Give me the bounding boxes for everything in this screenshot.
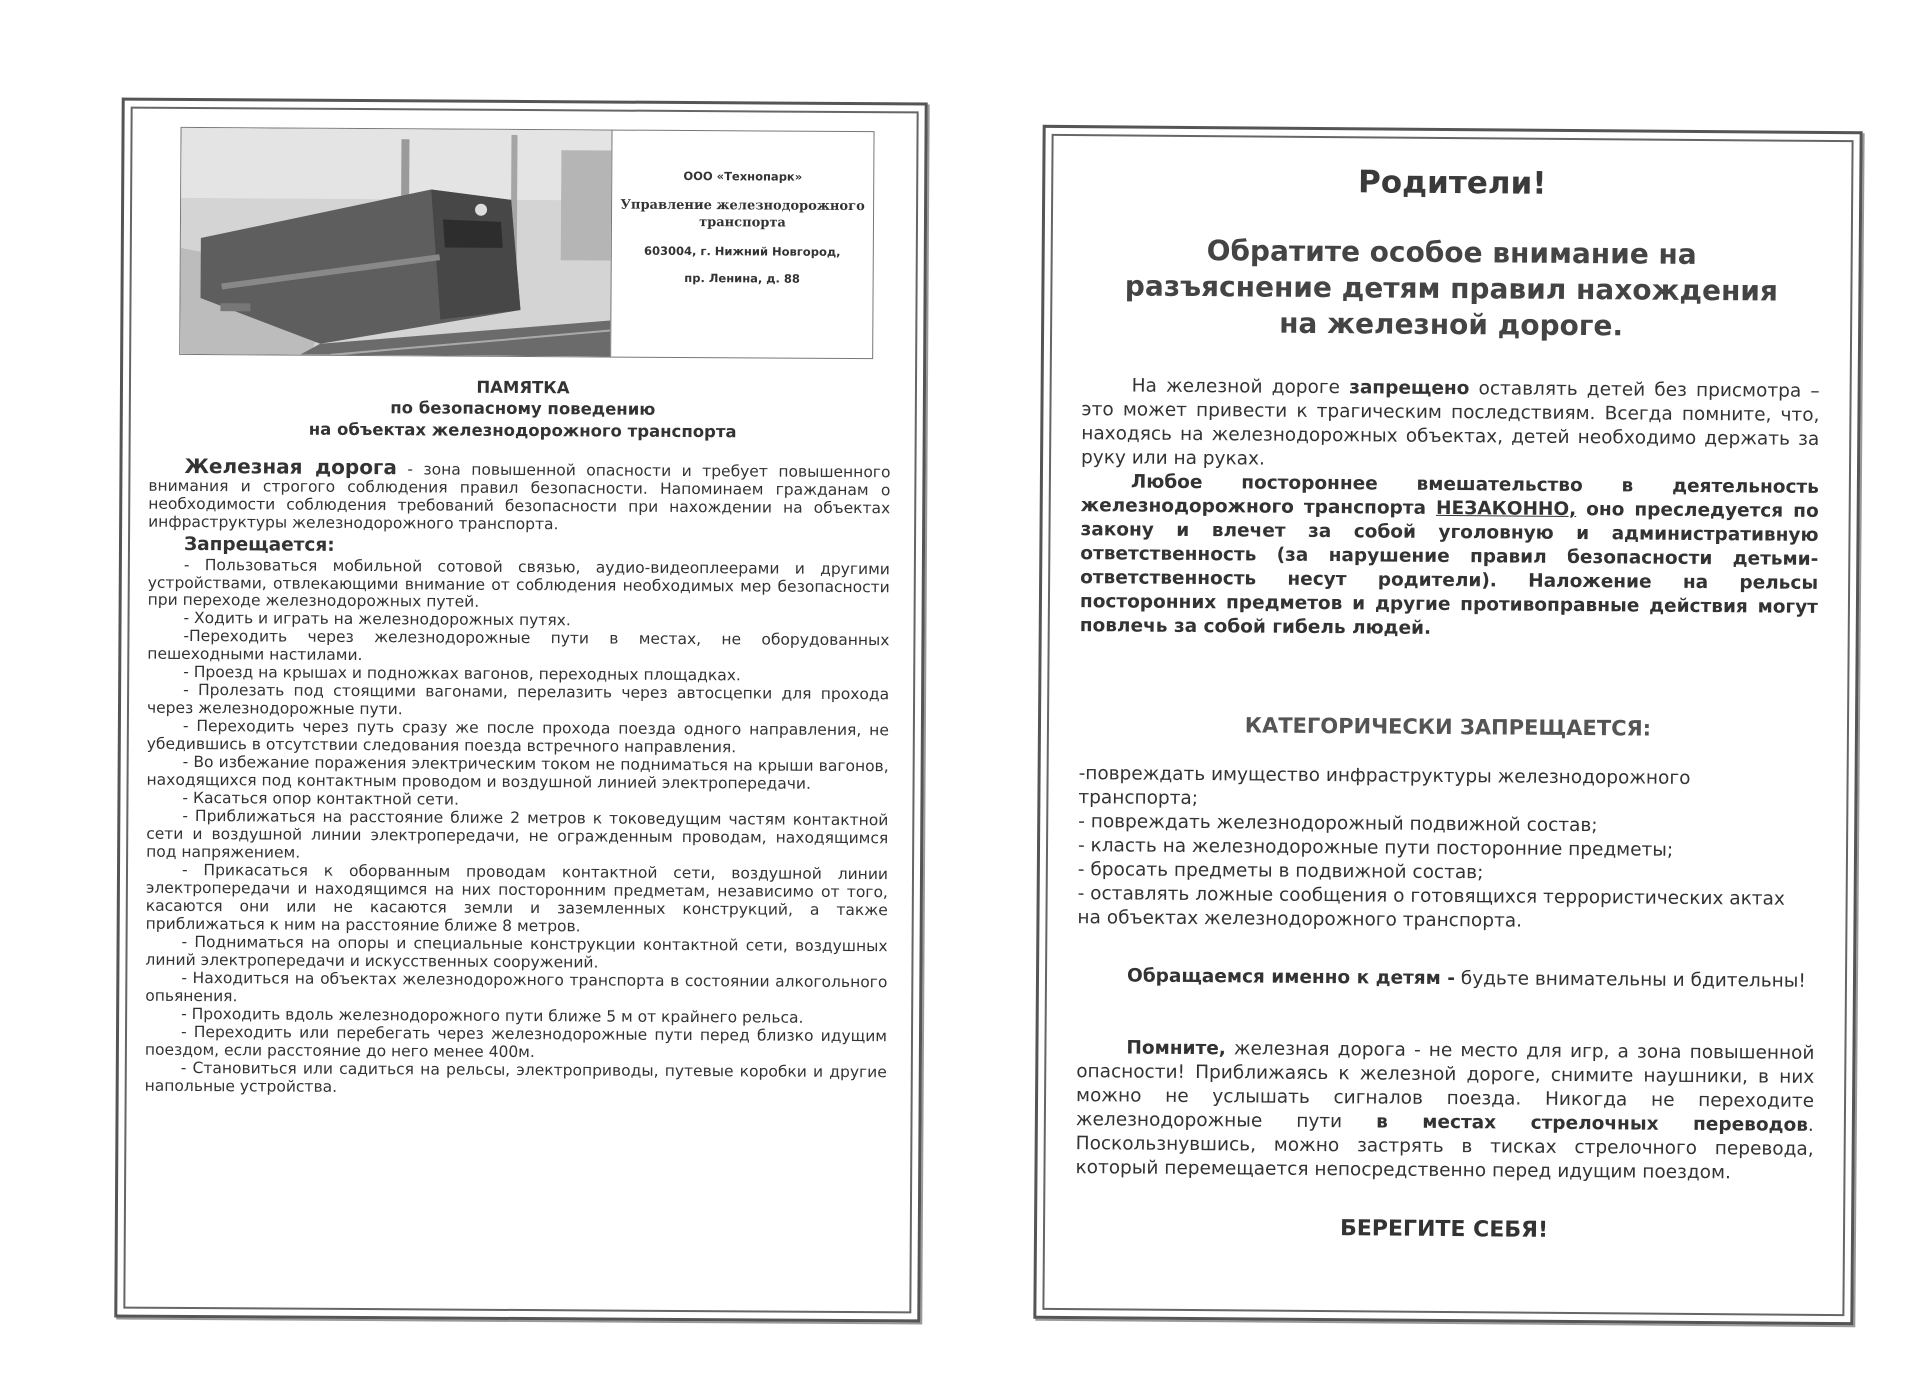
prohibited-item: - Подниматься на опоры и специальные конструкции контактной сети, воздушных линий электропередачи и искусственных сооружений. <box>145 932 888 972</box>
locomotive-image <box>180 128 611 357</box>
remember-text-b: железная дорога - не место для игр, а зона повышенной опасности! Приближаясь к железной дороге, снимите наушники, в них можно не услышать сигналов поезда. Никогда не переходите железнодорожные пути <box>1075 1038 1815 1133</box>
memo-sheet-left <box>114 98 927 1323</box>
company-department: Управление железнодорожного транспорта <box>620 197 865 231</box>
company-info <box>611 131 873 359</box>
memo-title-line1: ПАМЯТКА <box>476 377 570 398</box>
prohibited-item: - Ходить и играть на железнодорожных путях. <box>183 609 571 630</box>
category-list-item: - повреждать железнодорожный подвижной состав; <box>1078 811 1598 837</box>
header-box <box>179 127 874 359</box>
remember-text-d: . Поскользнувшись, можно застрять в тисках стрелочного перевода, который перемещается непосредственно перед идущим поездом. <box>1075 1114 1814 1184</box>
parents-sheet-right <box>1033 125 1862 1325</box>
prohibited-item: - Прикасаться к оборванным проводам контактной сети, воздушной линии электропередачи и находящимся на них посторонним предметам, независимо от того, касаются они или не касаются земли и заземленных конструкций, а также приближаться к ним на расстояние ближе 8 метров. <box>145 860 889 936</box>
prohibited-item: -Переходить через железнодорожные пути в местах, не оборудованных пешеходными настилами. <box>147 627 890 665</box>
memo-body <box>145 455 891 1100</box>
p1-strong: запрещено <box>1349 377 1470 400</box>
category-list <box>1077 762 1794 936</box>
remember-strong-c: в местах стрелочных переводов <box>1376 1111 1809 1136</box>
category-list-item: - оставлять ложные сообщения о готовящихся террористических актах на объектах железнодорожного транспорта. <box>1077 883 1785 932</box>
category-heading: КАТЕГОРИЧЕСКИ ЗАПРЕЩАЕТСЯ: <box>1244 713 1652 741</box>
parents-subtitle: Обратите особое внимание на разъяснение детям правил нахождения на железной дороге. <box>1124 234 1779 343</box>
memo-title-line3: на объектах железнодорожного транспорта <box>308 419 737 442</box>
intro-strong: Железная дорога <box>184 453 398 480</box>
prohibited-list <box>145 556 890 1100</box>
category-list-item: - бросать предметы в подвижной состав; <box>1077 859 1484 884</box>
final-slogan: БЕРЕГИТЕ СЕБЯ! <box>1339 1216 1549 1243</box>
p2-illegal: НЕЗАКОННО, <box>1435 498 1577 521</box>
memo-intro <box>148 455 890 537</box>
appeal-strong: Обращаемся именно к детям - <box>1126 965 1456 990</box>
prohibited-item: - Приближаться на расстояние ближе 2 метров к токоведущим частям контактной сети и воздушной линии электропередачи, не огражденным проводам, находящимся под напряжением. <box>146 807 889 862</box>
p2-text-c: оно преследуется по закону и влечет за собой уголовную и административную ответственность (за нарушение правил безопасности детьми- ответственность несут родители). Наложение на рельсы посторонних предметов и другие противоправные действия могут повлечь за собой гибель людей. <box>1079 499 1819 640</box>
parents-title: Родители! <box>1357 164 1547 202</box>
remember-paragraph <box>1075 1036 1814 1186</box>
prohibited-item: - Находиться на объектах железнодорожного транспорта в состоянии алкогольного опьянения. <box>145 968 888 1006</box>
category-list-item: -повреждать имущество инфраструктуры железнодорожного транспорта; <box>1078 763 1691 810</box>
prohibited-item: - Пролезать под стоящими вагонами, перелазить через автосцепки для прохода через железнодорожные пути. <box>146 681 890 719</box>
paragraph-2 <box>1080 470 1819 644</box>
intro-rest: - зона повышенной опасности и требует повышенного внимания и строгого соблюдения правил безопасности. Напоминаем гражданам о необходимости соблюдения требований безопасности при нахождении на объектах инфраструктуры железнодорожного транспорта. <box>148 460 891 534</box>
category-list-item: - класть на железнодорожные пути посторонние предметы; <box>1077 835 1674 861</box>
remember-strong: Помните, <box>1126 1037 1226 1060</box>
p2-text-a: Любое постороннее вмешательство в деятельность железнодорожного транспорта <box>1080 471 1819 520</box>
prohibited-item: - Становиться или садиться на рельсы, электроприводы, путевые коробки и другие напольные устройства. <box>144 1058 887 1096</box>
company-address-line2: пр. Ленина, д. 88 <box>684 271 801 286</box>
prohibited-heading: Запрещается: <box>183 534 335 556</box>
prohibited-item: - Пользоваться мобильной сотовой связью, аудио-видеоплеерами и другими устройствами, отвлекающими внимание от соблюдения необходимых мер безопасности при переходе железнодорожных путей. <box>147 555 890 612</box>
prohibited-item: - Проходить вдоль железнодорожного пути ближе 5 м от крайнего рельса. <box>181 1004 804 1027</box>
p1-text-c: оставлять детей без присмотра – это может привести к трагическим последствиям. Всегда помните, что, находясь на железнодорожных объектах, детей необходимо держать за руку или на руках. <box>1081 378 1820 470</box>
parents-body <box>1080 374 1820 644</box>
paragraph-1 <box>1081 374 1820 476</box>
memo-title-line2: по безопасному поведению <box>390 398 656 420</box>
appeal-text: будьте внимательны и бдительны! <box>1454 968 1806 992</box>
company-address-line1: 603004, г. Нижний Новгород, <box>644 243 841 259</box>
prohibited-item: - Во избежание поражения электрическим током не подниматься на крыши вагонов, находящихся под контактным проводом и воздушной линией электропередачи. <box>146 753 889 793</box>
memo-title <box>123 375 923 444</box>
prohibited-item: - Касаться опор контактной сети. <box>182 789 459 809</box>
train-photo <box>180 128 612 357</box>
p1-text-a: На железной дороге <box>1131 375 1350 399</box>
prohibited-item: - Проезд на крышах и подножках вагонов, переходных площадках. <box>183 663 741 685</box>
prohibited-item: - Переходить через путь сразу же после прохода поезда одного направления, не убедившись в отсутствии следования поезда встречного направления. <box>146 717 889 757</box>
company-name: ООО «Технопарк» <box>683 168 803 184</box>
prohibited-item: - Переходить или перебегать через железнодорожные пути перед близко идущим поездом, если расстояние до него менее 400м. <box>144 1022 888 1061</box>
